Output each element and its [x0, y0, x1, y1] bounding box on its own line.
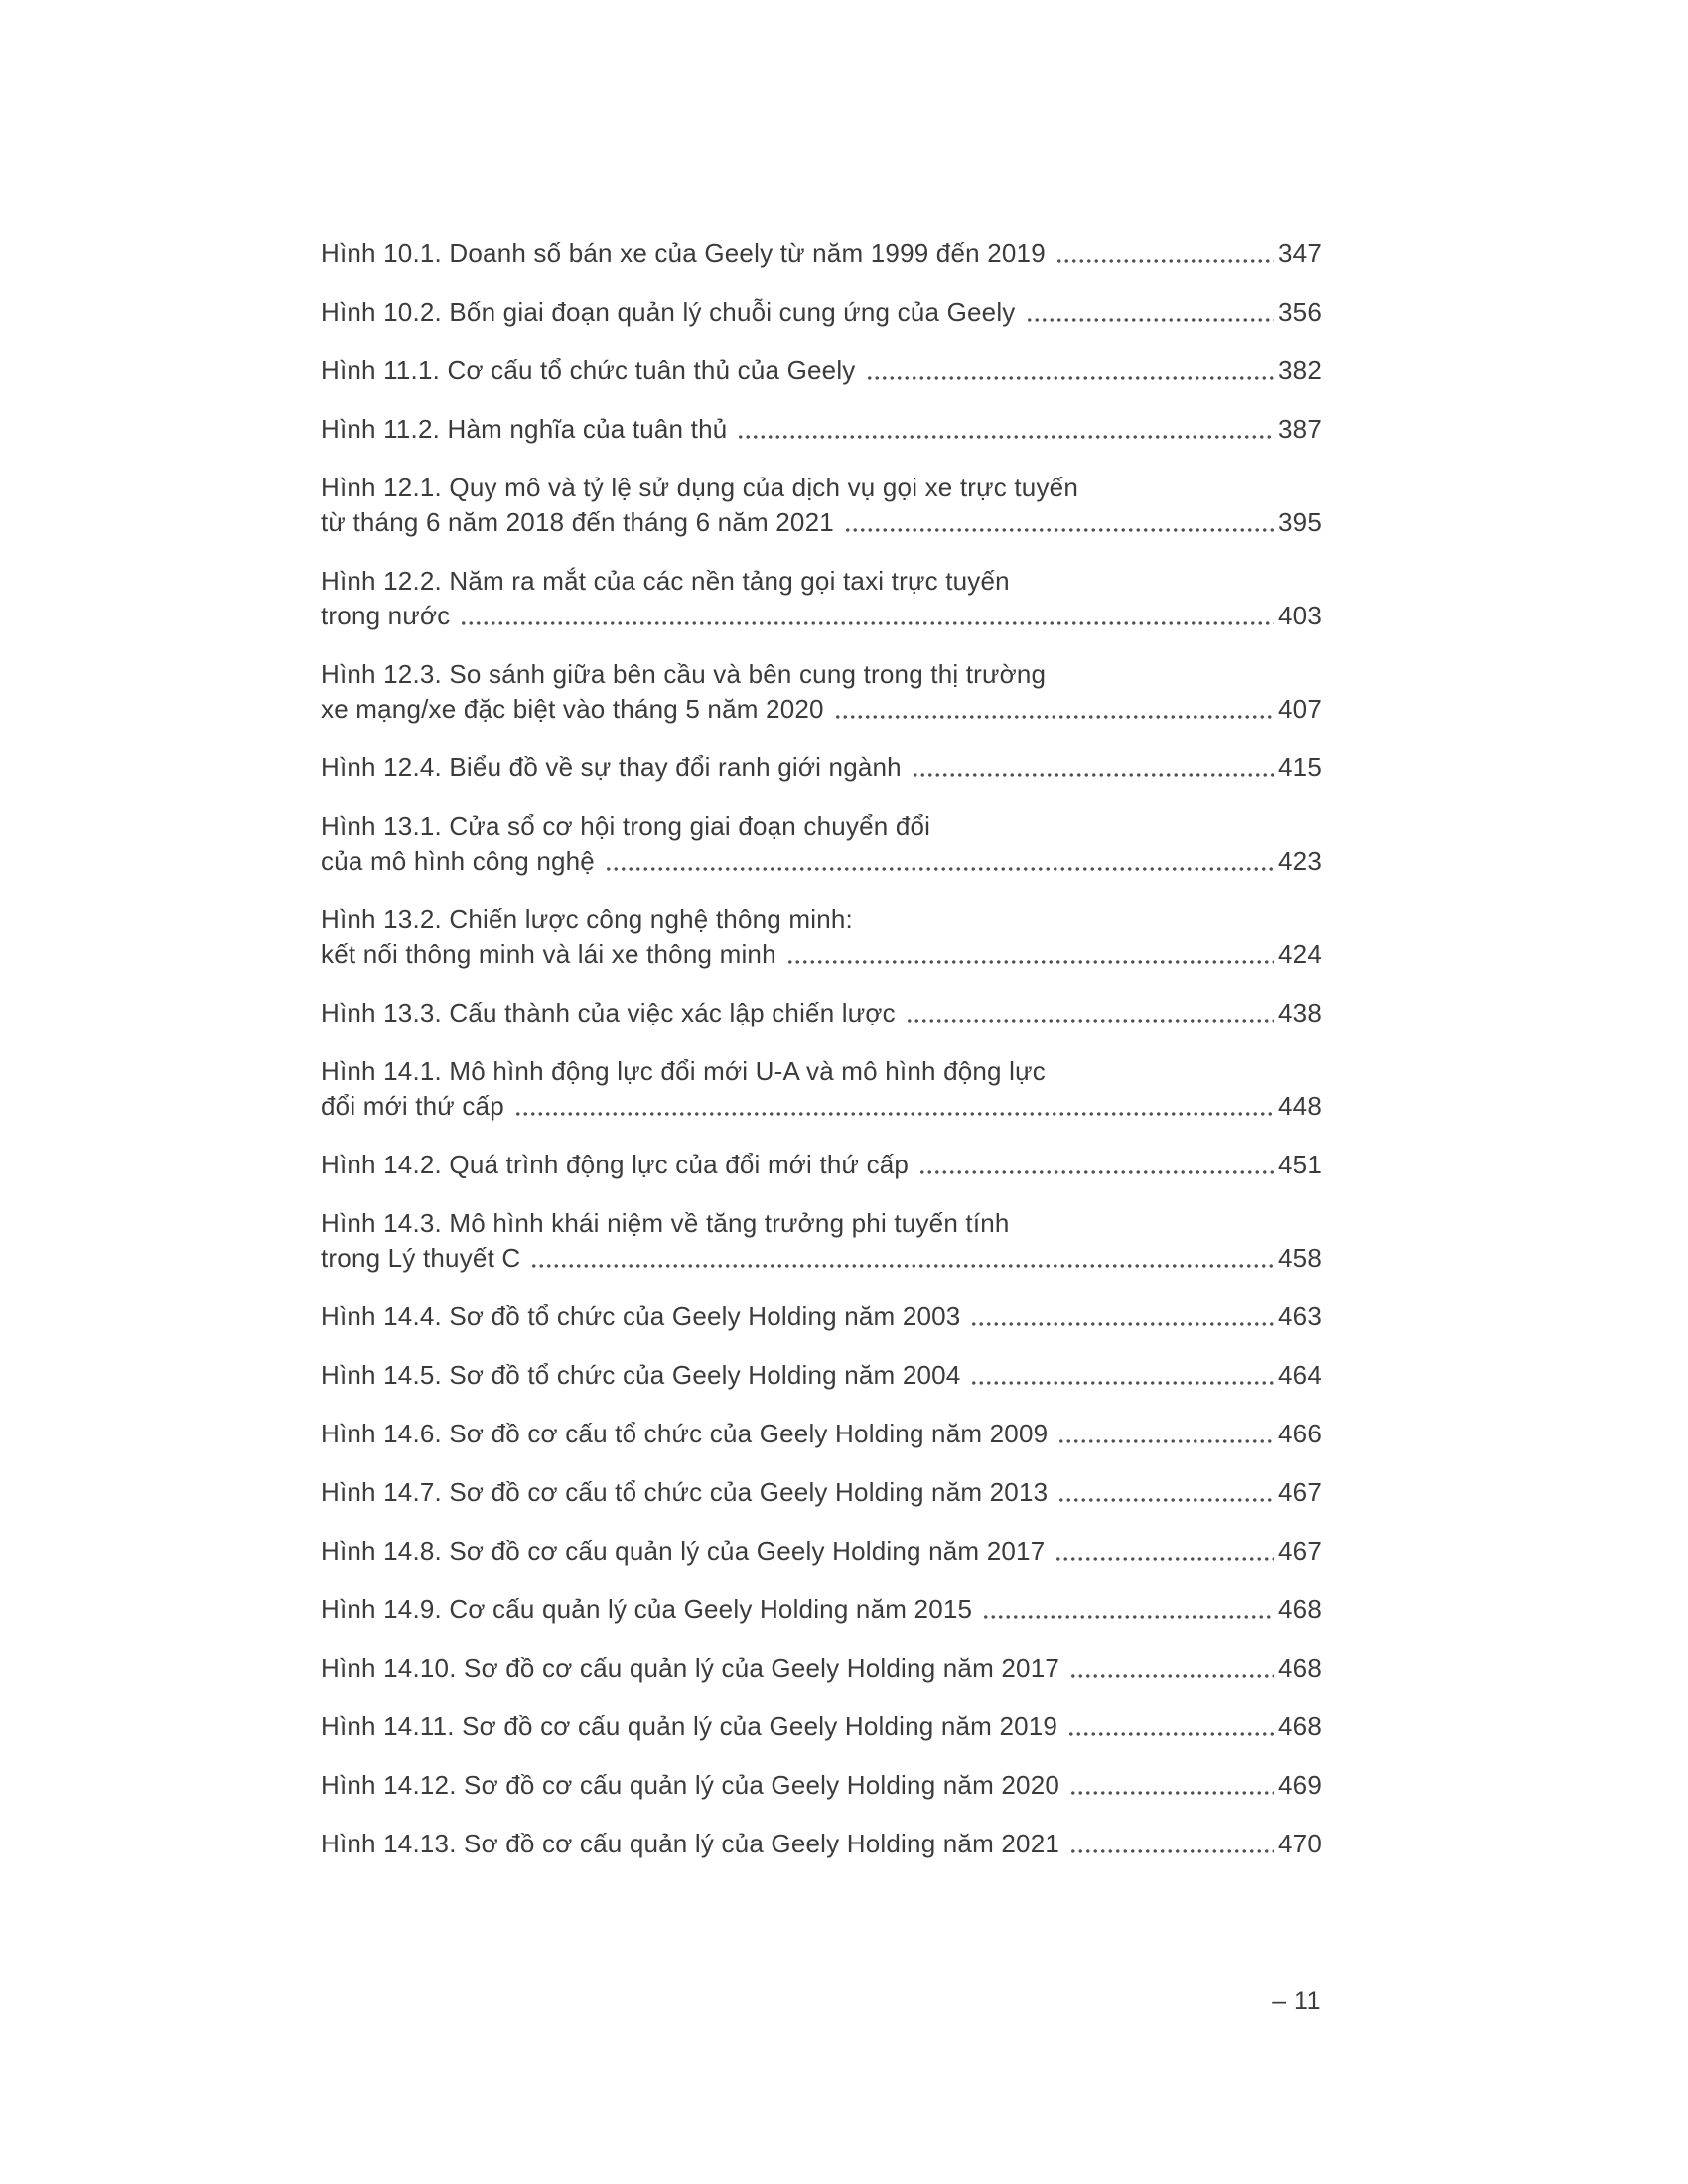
dot-leader — [1057, 1475, 1274, 1510]
toc-entry-line — [321, 1148, 1322, 1182]
toc-entry-text: Hình 13.3. Cấu thành của việc xác lập chiến lược — [321, 998, 896, 1027]
toc-entry-text: Hình 14.4. Sơ đồ tổ chức của Geely Holding năm 2003 — [321, 1301, 961, 1331]
toc-entry-page-number: 407 — [1278, 694, 1322, 724]
dot-leader — [1055, 236, 1274, 271]
toc-entry-line — [321, 1709, 1322, 1744]
toc-entry-line — [321, 353, 1322, 388]
toc-entry-line — [321, 1089, 1322, 1124]
toc-entry-line — [321, 505, 1322, 540]
toc-entry-page-number: 468 — [1278, 1653, 1322, 1683]
dot-leader — [1069, 1651, 1274, 1686]
toc-entry-text: từ tháng 6 năm 2018 đến tháng 6 năm 2021 — [321, 507, 834, 537]
toc-entry-page-number: 458 — [1278, 1243, 1322, 1273]
toc-entry-line — [321, 1768, 1322, 1803]
dot-leader — [834, 692, 1274, 727]
toc-entry — [321, 1148, 1322, 1182]
toc-entry-text: Hình 12.2. Năm ra mắt của các nền tảng gọi taxi trực tuyến — [321, 566, 1010, 596]
toc-entry-page-number: 424 — [1278, 939, 1322, 969]
dot-leader — [605, 844, 1274, 879]
toc-entry-page-number: 467 — [1278, 1477, 1322, 1507]
toc-entry-line — [321, 692, 1322, 727]
toc-entry — [321, 412, 1322, 447]
toc-entry — [321, 1827, 1322, 1861]
toc-entry-text: Hình 14.10. Sơ đồ cơ cấu quản lý của Geely Holding năm 2017 — [321, 1653, 1060, 1683]
toc-entry-page-number: 464 — [1278, 1360, 1322, 1390]
toc-entry-line — [321, 996, 1322, 1030]
toc-entry-line — [321, 295, 1322, 330]
toc-entry — [321, 751, 1322, 785]
toc-entry-line — [321, 599, 1322, 633]
toc-entry-line — [321, 1592, 1322, 1627]
toc-entry-text: Hình 14.6. Sơ đồ cơ cấu tổ chức của Geely Holding năm 2009 — [321, 1419, 1049, 1448]
toc-entry-text: Hình 14.13. Sơ đồ cơ cấu quản lý của Geely Holding năm 2021 — [321, 1829, 1060, 1858]
toc-entry — [321, 1592, 1322, 1627]
toc-entry-text: Hình 14.5. Sơ đồ tổ chức của Geely Holding năm 2004 — [321, 1360, 961, 1390]
list-of-figures — [321, 236, 1322, 1885]
toc-entry — [321, 1534, 1322, 1569]
toc-entry-line — [321, 1054, 1322, 1089]
toc-entry-text: Hình 14.12. Sơ đồ cơ cấu quản lý của Geely Holding năm 2020 — [321, 1770, 1060, 1800]
toc-entry-page-number: 356 — [1278, 297, 1322, 327]
toc-entry-line — [321, 1534, 1322, 1569]
toc-entry-text: Hình 14.11. Sơ đồ cơ cấu quản lý của Geely Holding năm 2019 — [321, 1711, 1058, 1741]
toc-entry-text: kết nối thông minh và lái xe thông minh — [321, 939, 776, 969]
toc-entry-page-number: 467 — [1278, 1536, 1322, 1566]
toc-entry-page-number: 451 — [1278, 1150, 1322, 1179]
toc-entry-text: của mô hình công nghệ — [321, 846, 595, 876]
dot-leader — [982, 1592, 1274, 1627]
toc-entry-page-number: 470 — [1278, 1829, 1322, 1858]
toc-entry-text: trong Lý thuyết C — [321, 1243, 521, 1273]
toc-entry-page-number: 466 — [1278, 1419, 1322, 1448]
toc-entry-line — [321, 657, 1322, 692]
toc-entry-page-number: 423 — [1278, 846, 1322, 876]
dot-leader — [514, 1089, 1274, 1124]
toc-entry — [321, 1358, 1322, 1393]
toc-entry-line — [321, 751, 1322, 785]
toc-entry-text: Hình 14.2. Quá trình động lực của đổi mới thứ cấp — [321, 1150, 910, 1179]
toc-entry-text: Hình 13.2. Chiến lược công nghệ thông minh: — [321, 904, 853, 934]
toc-entry-text: Hình 11.1. Cơ cấu tổ chức tuân thủ của Geely — [321, 355, 856, 385]
toc-entry-page-number: 403 — [1278, 601, 1322, 630]
dot-leader — [1067, 1709, 1274, 1744]
toc-entry-page-number: 347 — [1278, 238, 1322, 268]
dot-leader — [918, 1148, 1274, 1182]
toc-entry-page-number: 468 — [1278, 1594, 1322, 1624]
toc-entry — [321, 809, 1322, 879]
toc-entry — [321, 471, 1322, 540]
toc-entry-line — [321, 1358, 1322, 1393]
toc-entry-page-number: 463 — [1278, 1301, 1322, 1331]
toc-entry — [321, 902, 1322, 972]
toc-entry-text: Hình 13.1. Cửa sổ cơ hội trong giai đoạn chuyển đổi — [321, 811, 931, 841]
toc-entry — [321, 564, 1322, 633]
dot-leader — [1057, 1417, 1274, 1451]
toc-entry — [321, 353, 1322, 388]
toc-entry-line — [321, 1417, 1322, 1451]
dot-leader — [737, 412, 1274, 447]
toc-entry-line — [321, 412, 1322, 447]
toc-entry-text: Hình 14.1. Mô hình động lực đổi mới U-A và mô hình động lực — [321, 1056, 1046, 1086]
toc-entry-text: Hình 14.3. Mô hình khái niệm về tăng trưởng phi tuyến tính — [321, 1208, 1010, 1238]
toc-entry — [321, 996, 1322, 1030]
toc-entry — [321, 1651, 1322, 1686]
dot-leader — [786, 937, 1274, 972]
toc-entry-page-number: 448 — [1278, 1091, 1322, 1121]
toc-entry-line — [321, 1475, 1322, 1510]
toc-entry-line — [321, 1241, 1322, 1276]
toc-entry-page-number: 438 — [1278, 998, 1322, 1027]
toc-entry-text: Hình 10.2. Bốn giai đoạn quản lý chuỗi cung ứng của Geely — [321, 297, 1016, 327]
toc-entry-text: Hình 12.3. So sánh giữa bên cầu và bên cung trong thị trường — [321, 659, 1047, 689]
toc-entry — [321, 657, 1322, 727]
toc-entry-text: Hình 11.2. Hàm nghĩa của tuân thủ — [321, 414, 728, 444]
toc-entry-page-number: 468 — [1278, 1711, 1322, 1741]
toc-entry-line — [321, 1827, 1322, 1861]
toc-entry-text: Hình 14.9. Cơ cấu quản lý của Geely Holding năm 2015 — [321, 1594, 973, 1624]
dot-leader — [1026, 295, 1275, 330]
toc-entry-text: Hình 12.1. Quy mô và tỷ lệ sử dụng của dịch vụ gọi xe trực tuyến — [321, 473, 1078, 502]
toc-entry-text: Hình 14.8. Sơ đồ cơ cấu quản lý của Geely Holding năm 2017 — [321, 1536, 1046, 1566]
dot-leader — [1069, 1768, 1274, 1803]
toc-entry-line — [321, 844, 1322, 879]
dot-leader — [1069, 1827, 1274, 1861]
dot-leader — [866, 353, 1275, 388]
toc-entry-text: xe mạng/xe đặc biệt vào tháng 5 năm 2020 — [321, 694, 824, 724]
toc-entry-line — [321, 471, 1322, 505]
toc-entry-line — [321, 809, 1322, 844]
toc-entry-line — [321, 236, 1322, 271]
dot-leader — [906, 996, 1274, 1030]
toc-entry-line — [321, 1299, 1322, 1334]
toc-entry-page-number: 395 — [1278, 507, 1322, 537]
toc-entry-text: Hình 12.4. Biểu đồ về sự thay đổi ranh giới ngành — [321, 752, 902, 782]
page-number: – 11 — [1272, 1987, 1321, 2015]
toc-entry-page-number: 469 — [1278, 1770, 1322, 1800]
dot-leader — [970, 1299, 1274, 1334]
toc-entry-page-number: 382 — [1278, 355, 1322, 385]
toc-entry — [321, 1299, 1322, 1334]
toc-entry-text: Hình 14.7. Sơ đồ cơ cấu tổ chức của Geely Holding năm 2013 — [321, 1477, 1049, 1507]
dot-leader — [460, 599, 1274, 633]
dot-leader — [530, 1241, 1274, 1276]
toc-entry — [321, 295, 1322, 330]
toc-entry — [321, 1768, 1322, 1803]
toc-entry-line — [321, 1651, 1322, 1686]
toc-entry-line — [321, 1206, 1322, 1241]
toc-entry-line — [321, 902, 1322, 937]
toc-entry — [321, 236, 1322, 271]
toc-entry — [321, 1475, 1322, 1510]
toc-entry — [321, 1709, 1322, 1744]
toc-entry-text: đổi mới thứ cấp — [321, 1091, 504, 1121]
toc-entry-page-number: 387 — [1278, 414, 1322, 444]
toc-entry-line — [321, 564, 1322, 599]
dot-leader — [970, 1358, 1274, 1393]
dot-leader — [1055, 1534, 1274, 1569]
toc-entry — [321, 1417, 1322, 1451]
toc-entry — [321, 1054, 1322, 1124]
toc-entry-page-number: 415 — [1278, 752, 1322, 782]
dot-leader — [844, 505, 1274, 540]
toc-entry-line — [321, 937, 1322, 972]
dot-leader — [912, 751, 1274, 785]
toc-entry-text: trong nước — [321, 601, 451, 630]
toc-entry — [321, 1206, 1322, 1276]
toc-entry-text: Hình 10.1. Doanh số bán xe của Geely từ năm 1999 đến 2019 — [321, 238, 1046, 268]
